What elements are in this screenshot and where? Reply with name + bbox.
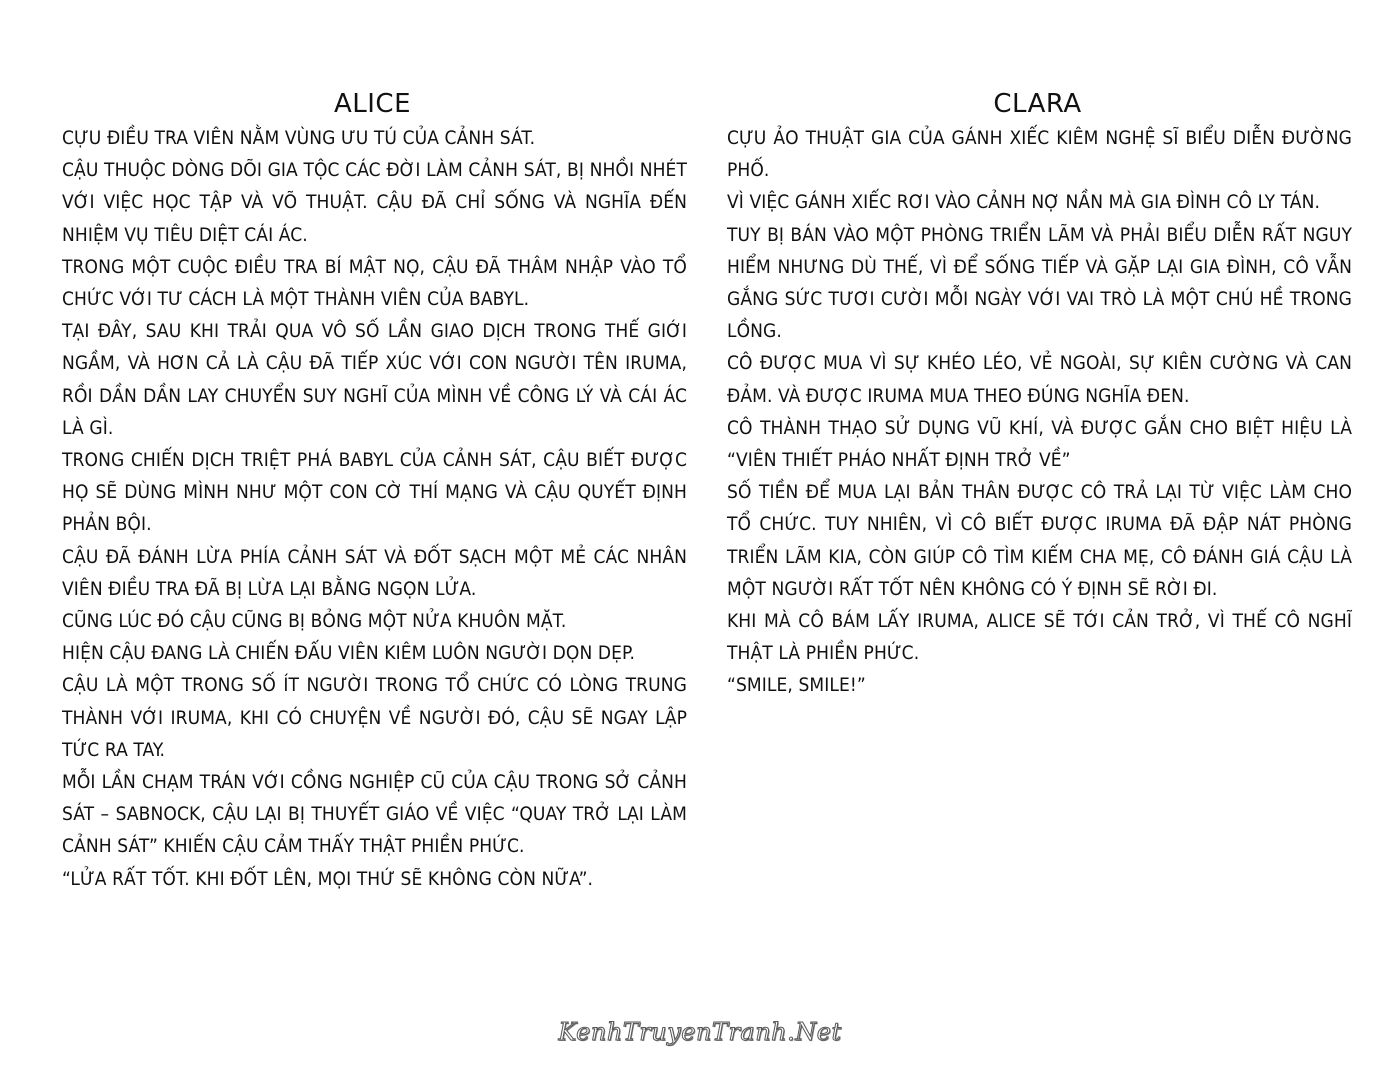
alice-paragraph: CỰU ĐIỀU TRA VIÊN NẰM VÙNG ƯU TÚ CỦA CẢNH SÁT. xyxy=(62,127,536,149)
clara-paragraph: VÌ VIỆC GÁNH XIẾC RƠI VÀO CẢNH NỢ NẦN MÀ GIA ĐÌNH CÔ LY TÁN. xyxy=(727,191,1321,214)
alice-paragraph: TRONG MỘT CUỘC ĐIỀU TRA BÍ MẬT NỌ, CẬU ĐÃ THÂM NHẬP VÀO TỔ CHỨC VỚI TƯ CÁCH LÀ MỘT THÀNH VIÊN CỦA BABYL. xyxy=(62,255,687,311)
alice-title: ALICE xyxy=(333,89,412,119)
watermark-logo: KenhTruyenTranh.Net xyxy=(558,1018,842,1046)
alice-paragraph: CŨNG LÚC ĐÓ CẬU CŨNG BỊ BỎNG MỘT NỬA KHUÔN MẶT. xyxy=(62,610,567,633)
clara-paragraph: “SMILE, SMILE!” xyxy=(727,674,866,697)
clara-paragraphs xyxy=(727,122,1352,702)
clara-paragraph: CÔ ĐƯỢC MUA VÌ SỰ KHÉO LÉO, VẺ NGOÀI, SỰ KIÊN CƯỜNG VÀ CAN ĐẢM. VÀ ĐƯỢC IRUMA MUA THEO ĐÚNG NGHĨA ĐEN. xyxy=(727,352,1352,407)
alice-paragraphs xyxy=(62,122,687,895)
alice-paragraph: CẬU LÀ MỘT TRONG SỐ ÍT NGƯỜI TRONG TỔ CHỨC CÓ LÒNG TRUNG THÀNH VỚI IRUMA, KHI CÓ CHUYỆN VỀ NGƯỜI ĐÓ, CẬU SẼ NGAY LẬP TỨC RA TAY. xyxy=(62,674,687,761)
clara-paragraph: TUY BỊ BÁN VÀO MỘT PHÒNG TRIỂN LÃM VÀ PHẢI BIỂU DIỄN RẤT NGUY HIỂM NHƯNG DÙ THẾ, VÌ ĐỂ SỐNG TIẾP VÀ GẶP LẠI GIA ĐÌNH, CÔ VẪN GẮNG SỨC TƯƠI CƯỜI MỖI NGÀY VỚI VAI TRÒ LÀ MỘT CHÚ HỀ TRONG LỒNG. xyxy=(727,223,1352,343)
alice-paragraph: TRONG CHIẾN DỊCH TRIỆT PHÁ BABYL CỦA CẢNH SÁT, CẬU BIẾT ĐƯỢC HỌ SẼ DÙNG MÌNH NHƯ MỘT CON CỜ THÍ MẠNG VÀ CẬU QUYẾT ĐỊNH PHẢN BỘI. xyxy=(62,449,687,536)
clara-column xyxy=(727,86,1352,702)
clara-paragraph: KHI MÀ CÔ BÁM LẤY IRUMA, ALICE SẼ TỚI CẢN TRỞ, VÌ THẾ CÔ NGHĨ THẬT LÀ PHIỀN PHỨC. xyxy=(727,610,1352,665)
alice-paragraph: MỖI LẦN CHẠM TRÁN VỚI CỒNG NGHIỆP CŨ CỦA CẬU TRONG SỞ CẢNH SÁT – SABNOCK, CẬU LẠI BỊ THUYẾT GIÁO VỀ VIỆC “QUAY TRỞ LẠI LÀM CẢNH SÁT” KHIẾN CẬU CẢM THẤY THẬT PHIỀN PHỨC. xyxy=(62,771,687,858)
clara-title: CLARA xyxy=(993,89,1082,119)
alice-paragraph: CẬU THUỘC DÒNG DÕI GIA TỘC CÁC ĐỜI LÀM CẢNH SÁT, BỊ NHỒI NHÉT VỚI VIỆC HỌC TẬP VÀ VÕ THUẬT. CẬU ĐÃ CHỈ SỐNG VÀ NGHĨA ĐẾN NHIỆM VỤ TIÊU DIỆT CÁI ÁC. xyxy=(62,159,687,246)
alice-paragraph: TẠI ĐÂY, SAU KHI TRẢI QUA VÔ SỐ LẦN GIAO DỊCH TRONG THẾ GIỚI NGẦM, VÀ HƠN CẢ LÀ CẬU ĐÃ TIẾP XÚC VỚI CON NGƯỜI TÊN IRUMA, RỒI DẦN DẦN LAY CHUYỂN SUY NGHĨ CỦA MÌNH VỀ CÔNG LÝ VÀ CÁI ÁC LÀ GÌ. xyxy=(62,320,687,439)
clara-paragraph: SỐ TIỀN ĐỂ MUA LẠI BẢN THÂN ĐƯỢC CÔ TRẢ LẠI TỪ VIỆC LÀM CHO TỔ CHỨC. TUY NHIÊN, VÌ CÔ BIẾT ĐƯỢC IRUMA ĐÃ ĐẬP NÁT PHÒNG TRIỂN LÃM KIA, CÒN GIÚP CÔ TÌM KIẾM CHA MẸ, CÔ ĐÁNH GIÁ CẬU LÀ MỘT NGƯỜI RẤT TỐT NÊN KHÔNG CÓ Ý ĐỊNH SẼ RỜI ĐI. xyxy=(727,481,1352,600)
alice-paragraph: HIỆN CẬU ĐANG LÀ CHIẾN ĐẤU VIÊN KIÊM LUÔN NGƯỜI DỌN DẸP. xyxy=(62,642,635,665)
clara-paragraph: CỰU ẢO THUẬT GIA CỦA GÁNH XIẾC KIÊM NGHỆ SĨ BIỂU DIỄN ĐƯỜNG PHỐ. xyxy=(727,127,1352,182)
alice-paragraph: CẬU ĐÃ ĐÁNH LỪA PHÍA CẢNH SÁT VÀ ĐỐT SẠCH MỘT MẺ CÁC NHÂN VIÊN ĐIỀU TRA ĐÃ BỊ LỪA LẠI BẰNG NGỌN LỬA. xyxy=(62,545,687,600)
alice-column xyxy=(62,86,687,895)
clara-paragraph: CÔ THÀNH THẠO SỬ DỤNG VŨ KHÍ, VÀ ĐƯỢC GẮN CHO BIỆT HIỆU LÀ “VIÊN THIẾT PHÁO NHẤT ĐỊNH TRỞ VỀ” xyxy=(727,416,1352,472)
alice-paragraph: “LỬA RẤT TỐT. KHI ĐỐT LÊN, MỌI THỨ SẼ KHÔNG CÒN NỮA”. xyxy=(62,867,594,890)
